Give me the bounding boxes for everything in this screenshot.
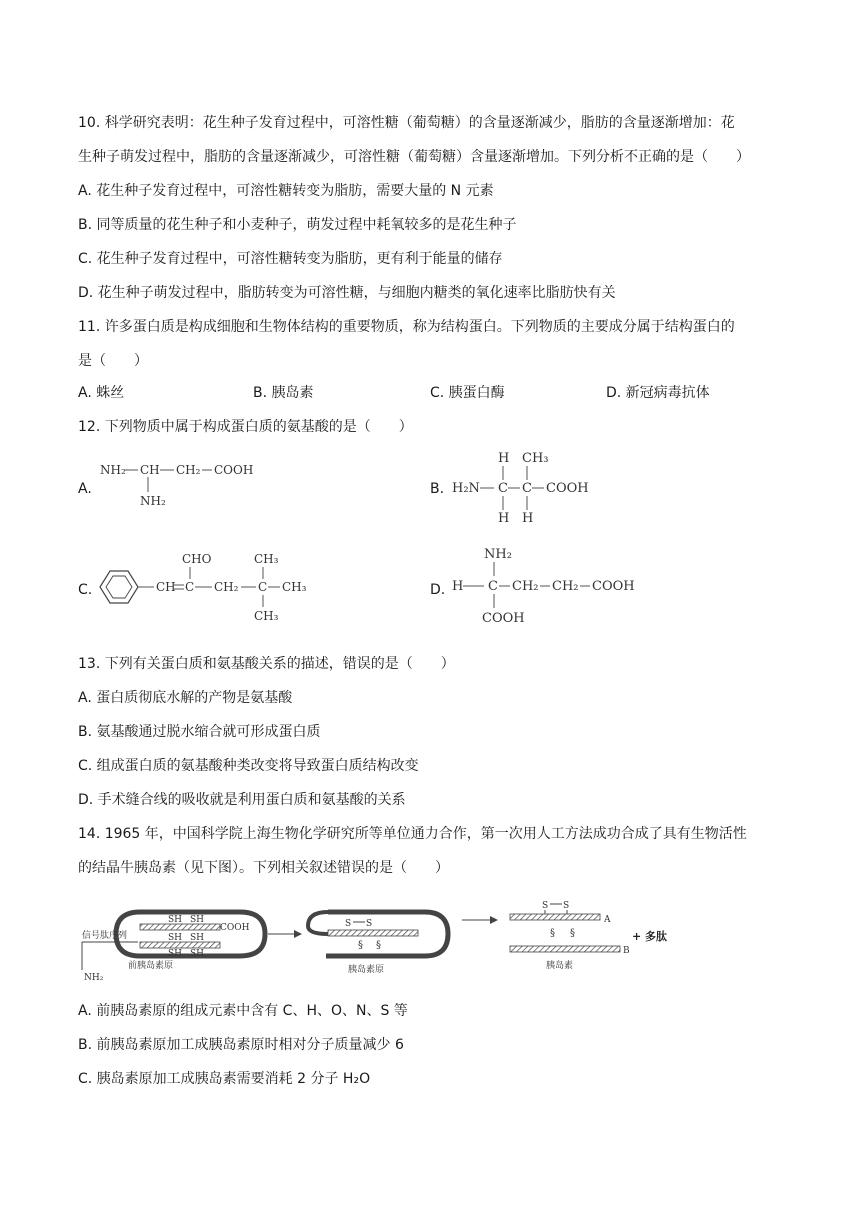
b-c1: C [498,481,508,496]
insulin-processing-figure [80,890,680,990]
fig-nh2: NH₂ [84,973,104,983]
d-ch2b: CH₂ [552,579,579,594]
q12-structure-b [450,448,610,526]
b-ch3: CH₃ [522,451,549,466]
a-ch: CH [140,463,160,477]
fig-chain-a: A [604,915,611,925]
svg-text:SH: SH [168,933,183,943]
q12-label-c: C. [78,582,93,598]
c-ch2: CH₂ [214,580,239,594]
q11-stem-line2: 是（ ） [78,353,148,369]
svg-text:§: § [570,928,575,939]
q10-stem-line1: 10. 科学研究表明：花生种子发育过程中，可溶性糖（葡萄糖）的含量逐渐减少，脂肪的含量逐渐增加：花 [78,115,735,131]
d-h: H [452,579,464,594]
q11-option-b: B. 胰岛素 [253,385,314,401]
d-ch2a: CH₂ [512,579,539,594]
c-ch3-bottom: CH₃ [254,609,279,623]
q10-option-a: A. 花生种子发育过程中，可溶性糖转变为脂肪，需要大量的 N 元素 [78,183,494,199]
c-ch3-top: CH₃ [254,552,279,566]
q14-option-a: A. 前胰岛素原的组成元素中含有 C、H、O、N、S 等 [78,1003,408,1019]
d-nh2: NH₂ [484,547,512,562]
fig-label-insulin: 胰岛素 [546,961,574,971]
stage-preproinsulin [82,912,265,983]
svg-text:§: § [376,940,381,951]
fig-plus-peptide: + 多肽 [632,930,668,943]
q13-option-a: A. 蛋白质彻底水解的产物是氨基酸 [78,690,293,706]
b-c2: C [522,481,532,496]
q11-option-a: A. 蛛丝 [78,385,125,401]
svg-text:SH: SH [168,915,183,925]
c-c1: C [185,580,195,594]
q12-structure-a [98,458,268,510]
c-ch3-right: CH₃ [282,580,307,594]
svg-text:S: S [366,919,373,929]
q10-option-c: C. 花生种子发育过程中，可溶性糖转变为脂肪，更有利于能量的储存 [78,251,503,267]
fig-signal-label: 信号肽序列 [82,931,128,941]
c-ch: CH [156,580,176,594]
q14-stem-line2: 的结晶牛胰岛素（见下图）。下列相关叙述错误的是（ ） [78,860,449,876]
a-nh2-sub: NH₂ [140,494,166,508]
svg-text:SH: SH [168,949,183,959]
fig-cooh: COOH [220,923,250,933]
fig-label-preproinsulin: 前胰岛素原 [128,961,174,971]
svg-text:§: § [358,940,363,951]
svg-text:S: S [345,919,352,929]
q11-option-c: C. 胰蛋白酶 [430,385,505,401]
q12-structure-d [450,542,650,634]
c-c2: C [258,580,268,594]
q13-stem: 13. 下列有关蛋白质和氨基酸关系的描述，错误的是（ ） [78,656,455,672]
q13-option-d: D. 手术缝合线的吸收就是利用蛋白质和氨基酸的关系 [78,792,406,808]
b-h-b2: H [522,511,534,526]
c-cho: CHO [182,552,212,566]
b-h2n: H₂N [452,481,480,496]
a-ch2: CH₂ [176,463,201,477]
q12-label-d: D. [430,582,446,598]
q14-stem-line1: 14. 1965 年，中国科学院上海生物化学研究所等单位通力合作，第一次用人工方法成功合成了具有生物活性 [78,826,747,842]
svg-text:SH: SH [190,949,205,959]
q11-stem-line1: 11. 许多蛋白质是构成细胞和生物体结构的重要物质，称为结构蛋白。下列物质的主要成分属于结构蛋白的 [78,319,735,335]
d-cooh-sub: COOH [482,611,525,626]
b-h-b1: H [498,511,510,526]
svg-text:SH: SH [190,933,205,943]
fig-chain-b: B [623,946,630,956]
q10-stem-line2: 生种子萌发过程中，脂肪的含量逐渐减少，可溶性糖（葡萄糖）含量逐渐增加。下列分析不正确的是（ ） [78,149,750,165]
q14-option-b: B. 前胰岛素原加工成胰岛素原时相对分子质量减少 6 [78,1037,404,1053]
q14-option-c: C. 胰岛素原加工成胰岛素需要消耗 2 分子 H₂O [78,1071,371,1087]
d-c: C [488,579,498,594]
svg-text:§: § [550,928,555,939]
b-h-top: H [498,451,510,466]
d-cooh: COOH [592,579,635,594]
q10-option-b: B. 同等质量的花生种子和小麦种子，萌发过程中耗氧较多的是花生种子 [78,217,517,233]
q12-label-b: B. [430,481,445,497]
svg-text:S: S [563,901,570,911]
a-nh2: NH₂ [100,463,126,477]
svg-text:S: S [542,901,549,911]
stage-insulin [510,901,667,971]
q12-label-a: A. [78,481,92,497]
stage-proinsulin [308,912,448,975]
q12-structure-c [96,547,316,625]
svg-text:SH: SH [190,915,205,925]
q10-option-d: D. 花生种子萌发过程中，脂肪转变为可溶性糖，与细胞内糖类的氧化速率比脂肪快有关 [78,285,616,301]
q13-option-b: B. 氨基酸通过脱水缩合就可形成蛋白质 [78,724,321,740]
fig-label-proinsulin: 胰岛素原 [348,965,385,975]
q13-option-c: C. 组成蛋白质的氨基酸种类改变将导致蛋白质结构改变 [78,758,419,774]
a-cooh: COOH [214,463,254,477]
b-cooh: COOH [546,481,589,496]
q12-stem: 12. 下列物质中属于构成蛋白质的氨基酸的是（ ） [78,419,413,435]
q11-option-d: D. 新冠病毒抗体 [606,385,710,401]
